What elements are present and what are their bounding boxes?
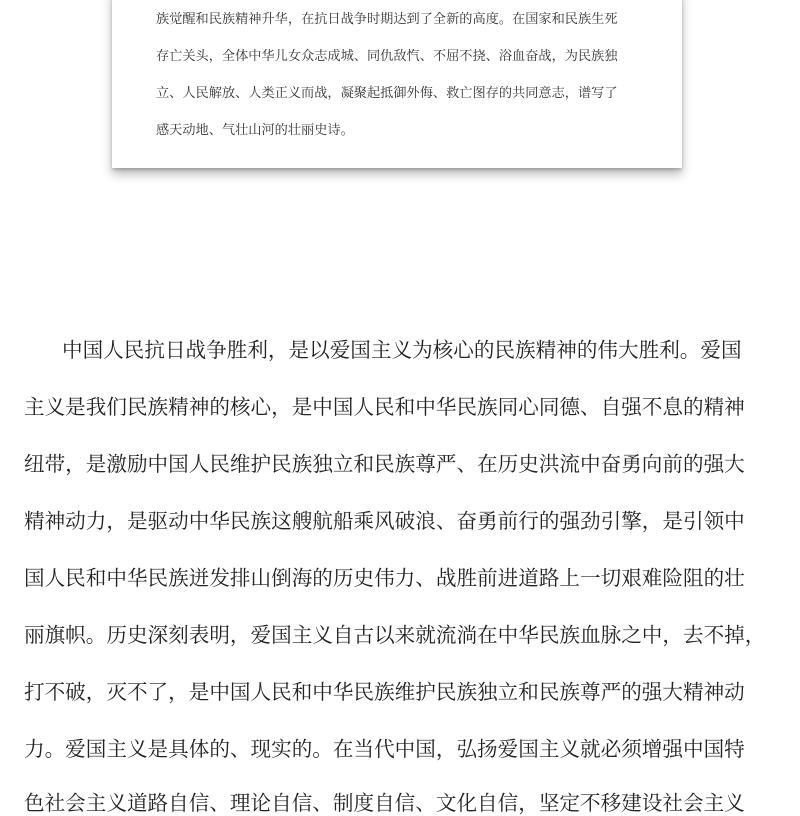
quote-line-1: 族觉醒和民族精神升华，在抗日战争时期达到了全新的高度。在国家和民族生死 (156, 12, 618, 27)
quote-line-3: 立、人民解放、人类正义而战，凝聚起抵御外侮、救亡图存的共同意志，谱写了 (156, 86, 618, 101)
quote-line-4: 感天动地、气壮山河的壮丽史诗。 (156, 123, 354, 138)
body-line-8: 力。爱国主义是具体的、现实的。在当代中国，弘扬爱国主义就必须增强中国特 (24, 737, 745, 761)
body-line-4: 精神动力，是驱动中华民族这艘航船乘风破浪、奋勇前行的强劲引擎，是引领中 (24, 509, 745, 533)
body-line-5: 国人民和中华民族迸发排山倒海的历史伟力、战胜前进道路上一切艰难险阻的壮 (24, 566, 745, 590)
body-line-1: 中国人民抗日战争胜利，是以爱国主义为核心的民族精神的伟大胜利。爱国 (62, 338, 742, 362)
quote-line-2: 存亡关头，全体中华儿女众志成城、同仇敌忾、不屈不挠、浴血奋战，为民族独 (156, 49, 618, 64)
body-line-6: 丽旗帜。历史深刻表明，爱国主义自古以来就流淌在中华民族血脉之中，去不掉， (24, 623, 766, 647)
body-line-3: 纽带，是激励中国人民维护民族独立和民族尊严、在历史洪流中奋勇向前的强大 (24, 452, 745, 476)
quote-box (112, 0, 682, 168)
body-line-7: 打不破，灭不了，是中国人民和中华民族维护民族独立和民族尊严的强大精神动 (24, 680, 745, 704)
body-line-9: 色社会主义道路自信、理论自信、制度自信、文化自信，坚定不移建设社会主义 (24, 791, 745, 815)
body-line-2: 主义是我们民族精神的核心，是中国人民和中华民族同心同德、自强不息的精神 (24, 395, 745, 419)
